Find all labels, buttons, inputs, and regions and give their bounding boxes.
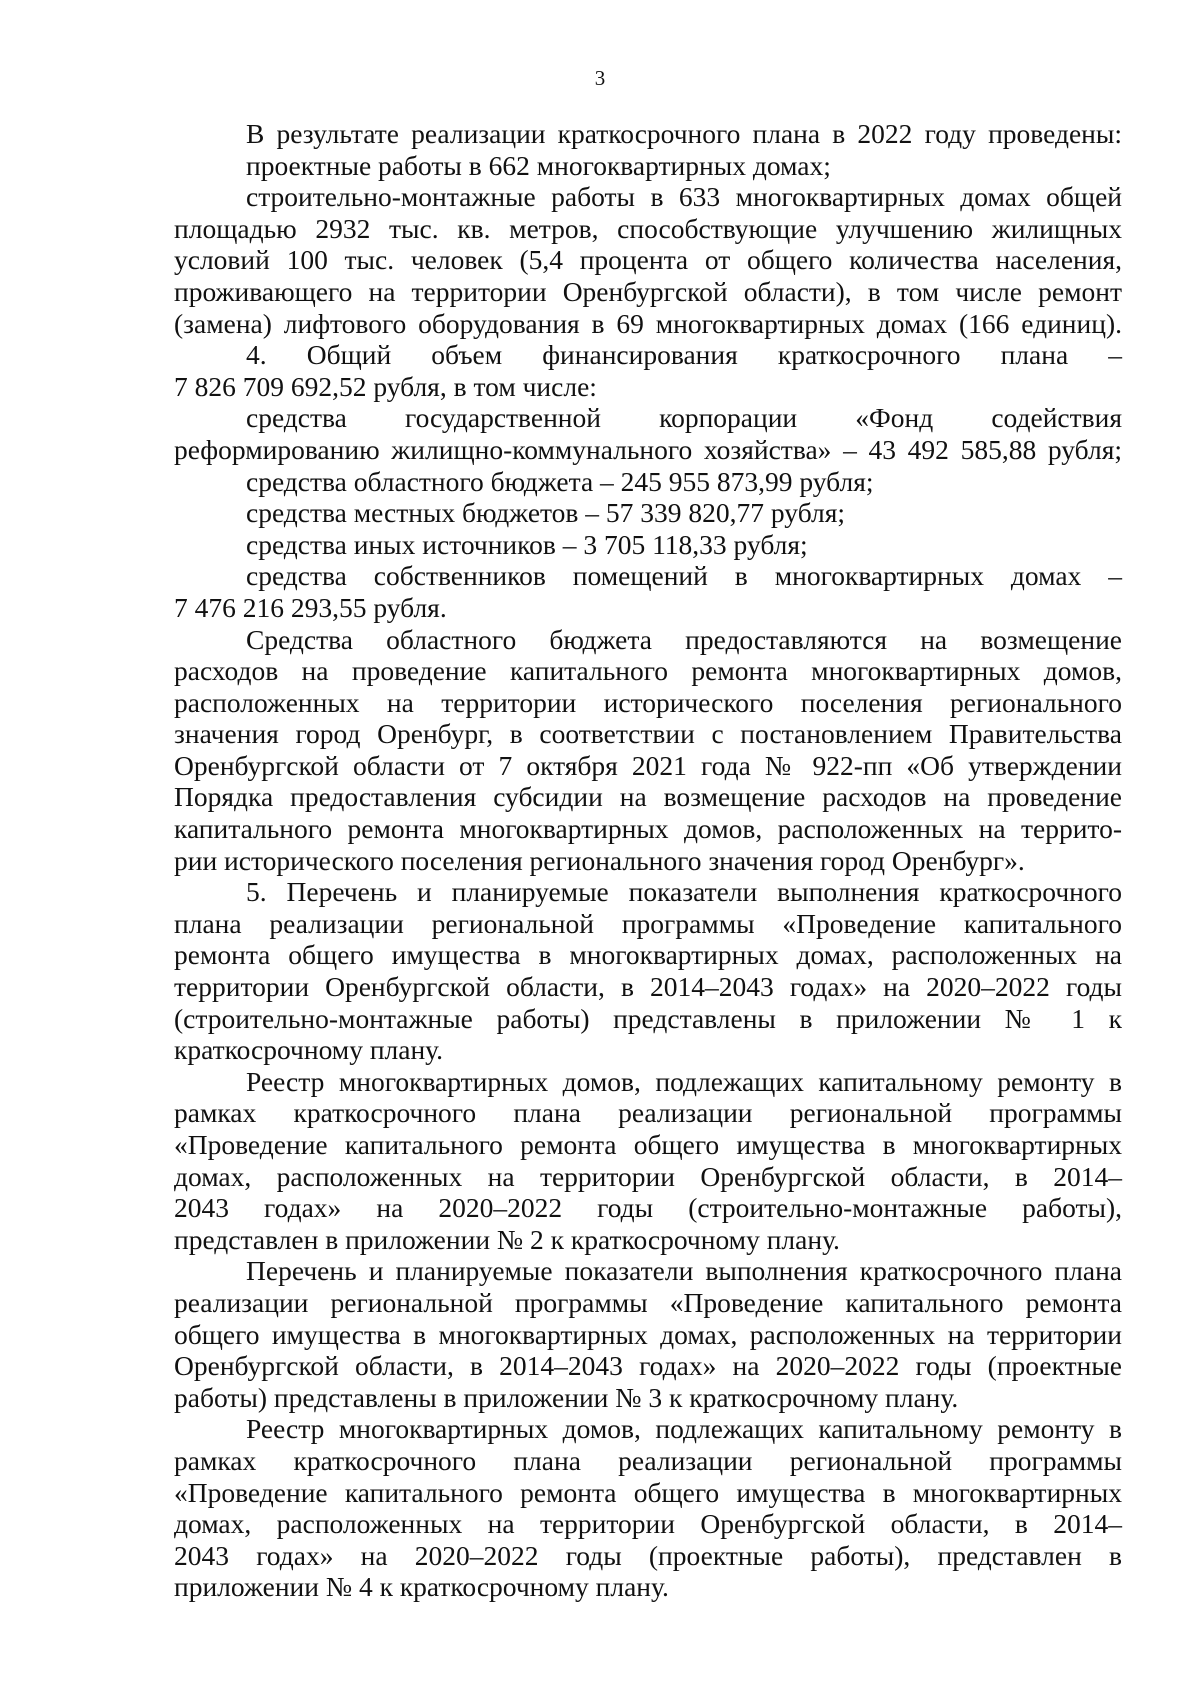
- text-line: работы) представлены в приложении № 3 к краткосрочному плану.: [174, 1381, 959, 1413]
- text-line: домах, расположенных на территории Оренбургской области, в 2014–: [174, 1508, 1122, 1540]
- text-line: Оренбургской области, в 2014–2043 годах» на 2020–2022 годы (проектные: [174, 1350, 1122, 1382]
- text-line: плана реализации региональной программы «Проведение капитального: [174, 907, 1122, 939]
- text-line: 4. Общий объем финансирования краткосрочного плана –: [246, 339, 1122, 371]
- text-line: Порядка предоставления субсидии на возмещение расходов на проведение: [174, 781, 1122, 813]
- text-line: В результате реализации краткосрочного плана в 2022 году проведены:: [246, 118, 1122, 149]
- text-line: капитального ремонта многоквартирных домов, расположенных на террито-: [174, 813, 1122, 845]
- text-line: 7 476 216 293,55 рубля.: [174, 591, 447, 623]
- page-number: 3: [594, 66, 606, 90]
- text-line: расположенных на территории исторического поселения регионального: [174, 686, 1122, 718]
- text-line: Перечень и планируемые показатели выполнения краткосрочного плана: [246, 1255, 1122, 1287]
- text-line: 2043 годах» на 2020–2022 годы (строительно-монтажные работы),: [174, 1192, 1122, 1224]
- text-line: средства местных бюджетов – 57 339 820,77 рубля;: [246, 497, 846, 529]
- text-line: проектные работы в 662 многоквартирных домах;: [246, 149, 831, 181]
- text-line: 5. Перечень и планируемые показатели выполнения краткосрочного: [246, 876, 1122, 908]
- document-body: [174, 118, 1122, 1603]
- text-line: средства иных источников – 3 705 118,33 рубля;: [246, 528, 808, 560]
- text-line: Реестр многоквартирных домов, подлежащих капитальному ремонту в: [246, 1065, 1122, 1097]
- text-line: средства государственной корпорации «Фонд содействия: [246, 402, 1122, 434]
- text-line: Оренбургской области от 7 октября 2021 года № 922-пп «Об утверждении: [174, 749, 1122, 781]
- text-line: значения город Оренбург, в соответствии с постановлением Правительства: [174, 718, 1122, 750]
- text-line: общего имущества в многоквартирных домах, расположенных на территории: [174, 1318, 1122, 1350]
- text-line: Средства областного бюджета предоставляются на возмещение: [246, 623, 1122, 655]
- text-line: Реестр многоквартирных домов, подлежащих капитальному ремонту в: [246, 1413, 1122, 1445]
- text-line: условий 100 тыс. человек (5,4 процента от общего количества населения,: [174, 244, 1122, 276]
- text-line: краткосрочному плану.: [174, 1034, 444, 1066]
- text-line: рии исторического поселения регионального значения город Оренбург».: [174, 844, 1025, 876]
- text-line: (строительно-монтажные работы) представлены в приложении № 1 к: [174, 1002, 1122, 1034]
- text-line: ремонта общего имущества в многоквартирных домах, расположенных на: [174, 939, 1122, 971]
- text-line: территории Оренбургской области, в 2014–2043 годах» на 2020–2022 годы: [174, 971, 1122, 1003]
- text-line: расходов на проведение капитального ремонта многоквартирных домов,: [174, 655, 1122, 687]
- text-line: реализации региональной программы «Проведение капитального ремонта: [174, 1286, 1122, 1318]
- text-line: (замена) лифтового оборудования в 69 многоквартирных домах (166 единиц).: [174, 307, 1122, 339]
- text-line: рамках краткосрочного плана реализации региональной программы: [174, 1097, 1122, 1129]
- text-line: строительно-монтажные работы в 633 многоквартирных домах общей: [246, 181, 1122, 213]
- text-line: приложении № 4 к краткосрочному плану.: [174, 1571, 669, 1603]
- text-line: средства собственников помещений в многоквартирных домах –: [246, 560, 1122, 592]
- text-line: реформированию жилищно-коммунального хозяйства» – 43 492 585,88 рубля;: [174, 433, 1122, 465]
- text-line: представлен в приложении № 2 к краткосрочному плану.: [174, 1223, 840, 1255]
- text-line: средства областного бюджета – 245 955 873,99 рубля;: [246, 465, 874, 497]
- text-line: 2043 годах» на 2020–2022 годы (проектные работы), представлен в: [174, 1539, 1122, 1571]
- text-line: проживающего на территории Оренбургской области), в том числе ремонт: [174, 275, 1122, 307]
- text-line: домах, расположенных на территории Оренбургской области, в 2014–: [174, 1160, 1122, 1192]
- text-line: «Проведение капитального ремонта общего имущества в многоквартирных: [174, 1129, 1122, 1160]
- text-line: рамках краткосрочного плана реализации региональной программы: [174, 1444, 1122, 1476]
- text-line: «Проведение капитального ремонта общего имущества в многоквартирных: [174, 1476, 1122, 1508]
- text-line: 7 826 709 692,52 рубля, в том числе:: [174, 370, 597, 402]
- text-line: площадью 2932 тыс. кв. метров, способствующие улучшению жилищных: [174, 212, 1122, 244]
